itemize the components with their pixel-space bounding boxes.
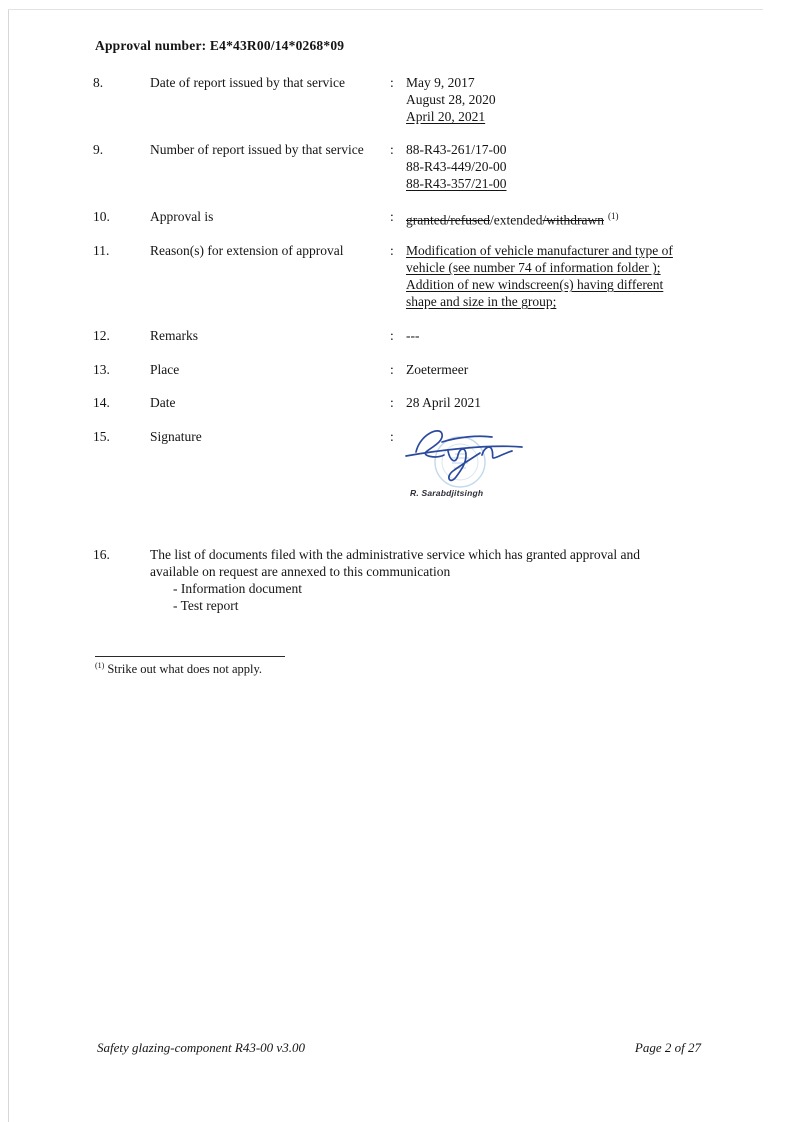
item-label: Signature xyxy=(150,429,202,444)
colon: : xyxy=(390,243,394,258)
footnote-separator-line xyxy=(95,656,285,657)
item-value xyxy=(406,141,705,192)
item-12-remarks xyxy=(93,327,705,344)
signature-ink xyxy=(406,431,522,480)
footnote-reference: (1) xyxy=(607,211,619,221)
item-value xyxy=(406,242,705,310)
colon: : xyxy=(390,362,394,377)
item-number: 8. xyxy=(93,75,104,90)
colon: : xyxy=(390,429,394,444)
item-number: 14. xyxy=(93,395,110,410)
item-15-signature xyxy=(93,428,705,445)
value-line-underlined: 88-R43-357/21-00 xyxy=(406,176,507,191)
colon: : xyxy=(390,75,394,90)
item-11-reasons-for-extension xyxy=(93,242,705,310)
item-label: Number of report issued by that service xyxy=(150,142,364,157)
scan-edge-left xyxy=(8,9,9,1122)
value-line-underlined: Addition of new windscreen(s) having different xyxy=(406,277,664,292)
item-label: Date of report issued by that service xyxy=(150,75,345,90)
value-line-underlined: vehicle (see number 74 of information folder ); xyxy=(406,260,661,275)
item-value xyxy=(406,208,705,229)
item-14-date xyxy=(93,394,705,411)
value-line: May 9, 2017 xyxy=(406,75,475,90)
item-label: Place xyxy=(150,362,180,377)
stamp-icon xyxy=(435,437,485,487)
annexed-documents-list xyxy=(173,580,705,614)
text-line: The list of documents filed with the administrative service which has granted approval and xyxy=(150,547,640,562)
footer-document-id: Safety glazing-component R43-00 v3.00 xyxy=(97,1040,305,1055)
colon: : xyxy=(390,142,394,157)
signature-image xyxy=(404,424,528,490)
approval-number-heading: Approval number: E4*43R00/14*0268*09 xyxy=(95,38,345,53)
value-line-underlined: April 20, 2021 xyxy=(406,109,486,124)
item-number: 13. xyxy=(93,362,110,377)
value-line-underlined: Modification of vehicle manufacturer and type of xyxy=(406,243,673,258)
value-line: August 28, 2020 xyxy=(406,92,496,107)
item-13-place xyxy=(93,361,705,378)
page-footer xyxy=(97,1040,701,1056)
struck-text: /withdrawn xyxy=(542,212,604,228)
struck-text: granted/refused xyxy=(406,212,490,228)
item-label: Remarks xyxy=(150,328,198,343)
item-text xyxy=(150,546,705,614)
item-number: 10. xyxy=(93,209,110,224)
item-value: --- xyxy=(406,328,420,343)
item-8-date-of-report xyxy=(93,74,705,125)
item-label: Approval is xyxy=(150,209,214,224)
item-number: 9. xyxy=(93,142,104,157)
value-line: 88-R43-261/17-00 xyxy=(406,142,507,157)
item-number: 16. xyxy=(93,547,110,562)
separator: / xyxy=(489,212,494,228)
value-line-underlined: shape and size in the group; xyxy=(406,294,557,309)
list-item: - Information document xyxy=(173,581,302,596)
item-number: 15. xyxy=(93,429,110,444)
value-line: 88-R43-449/20-00 xyxy=(406,159,507,174)
item-9-number-of-report xyxy=(93,141,705,192)
item-label: Reason(s) for extension of approval xyxy=(150,243,344,258)
list-item: - Test report xyxy=(173,598,239,613)
footnote xyxy=(95,661,262,677)
footer-page-number: Page 2 of 27 xyxy=(634,1040,701,1055)
colon: : xyxy=(390,328,394,343)
item-value: 28 April 2021 xyxy=(406,395,482,410)
signature-block xyxy=(404,424,544,498)
footnote-marker: (1) xyxy=(95,661,105,670)
signatory-name: R. Sarabdjitsingh xyxy=(410,488,484,498)
item-16-document-list xyxy=(93,546,705,614)
item-value: Zoetermeer xyxy=(406,362,469,377)
item-number: 11. xyxy=(93,243,110,258)
colon: : xyxy=(390,395,394,410)
item-10-approval-is xyxy=(93,208,705,229)
item-number: 12. xyxy=(93,328,110,343)
colon: : xyxy=(390,209,394,224)
kept-text: extended xyxy=(493,212,543,228)
item-label: Date xyxy=(150,395,176,410)
footnote-text: Strike out what does not apply. xyxy=(107,662,263,677)
scan-edge-top xyxy=(8,9,763,10)
item-value xyxy=(406,74,705,125)
text-line: available on request are annexed to this communication xyxy=(150,564,451,579)
